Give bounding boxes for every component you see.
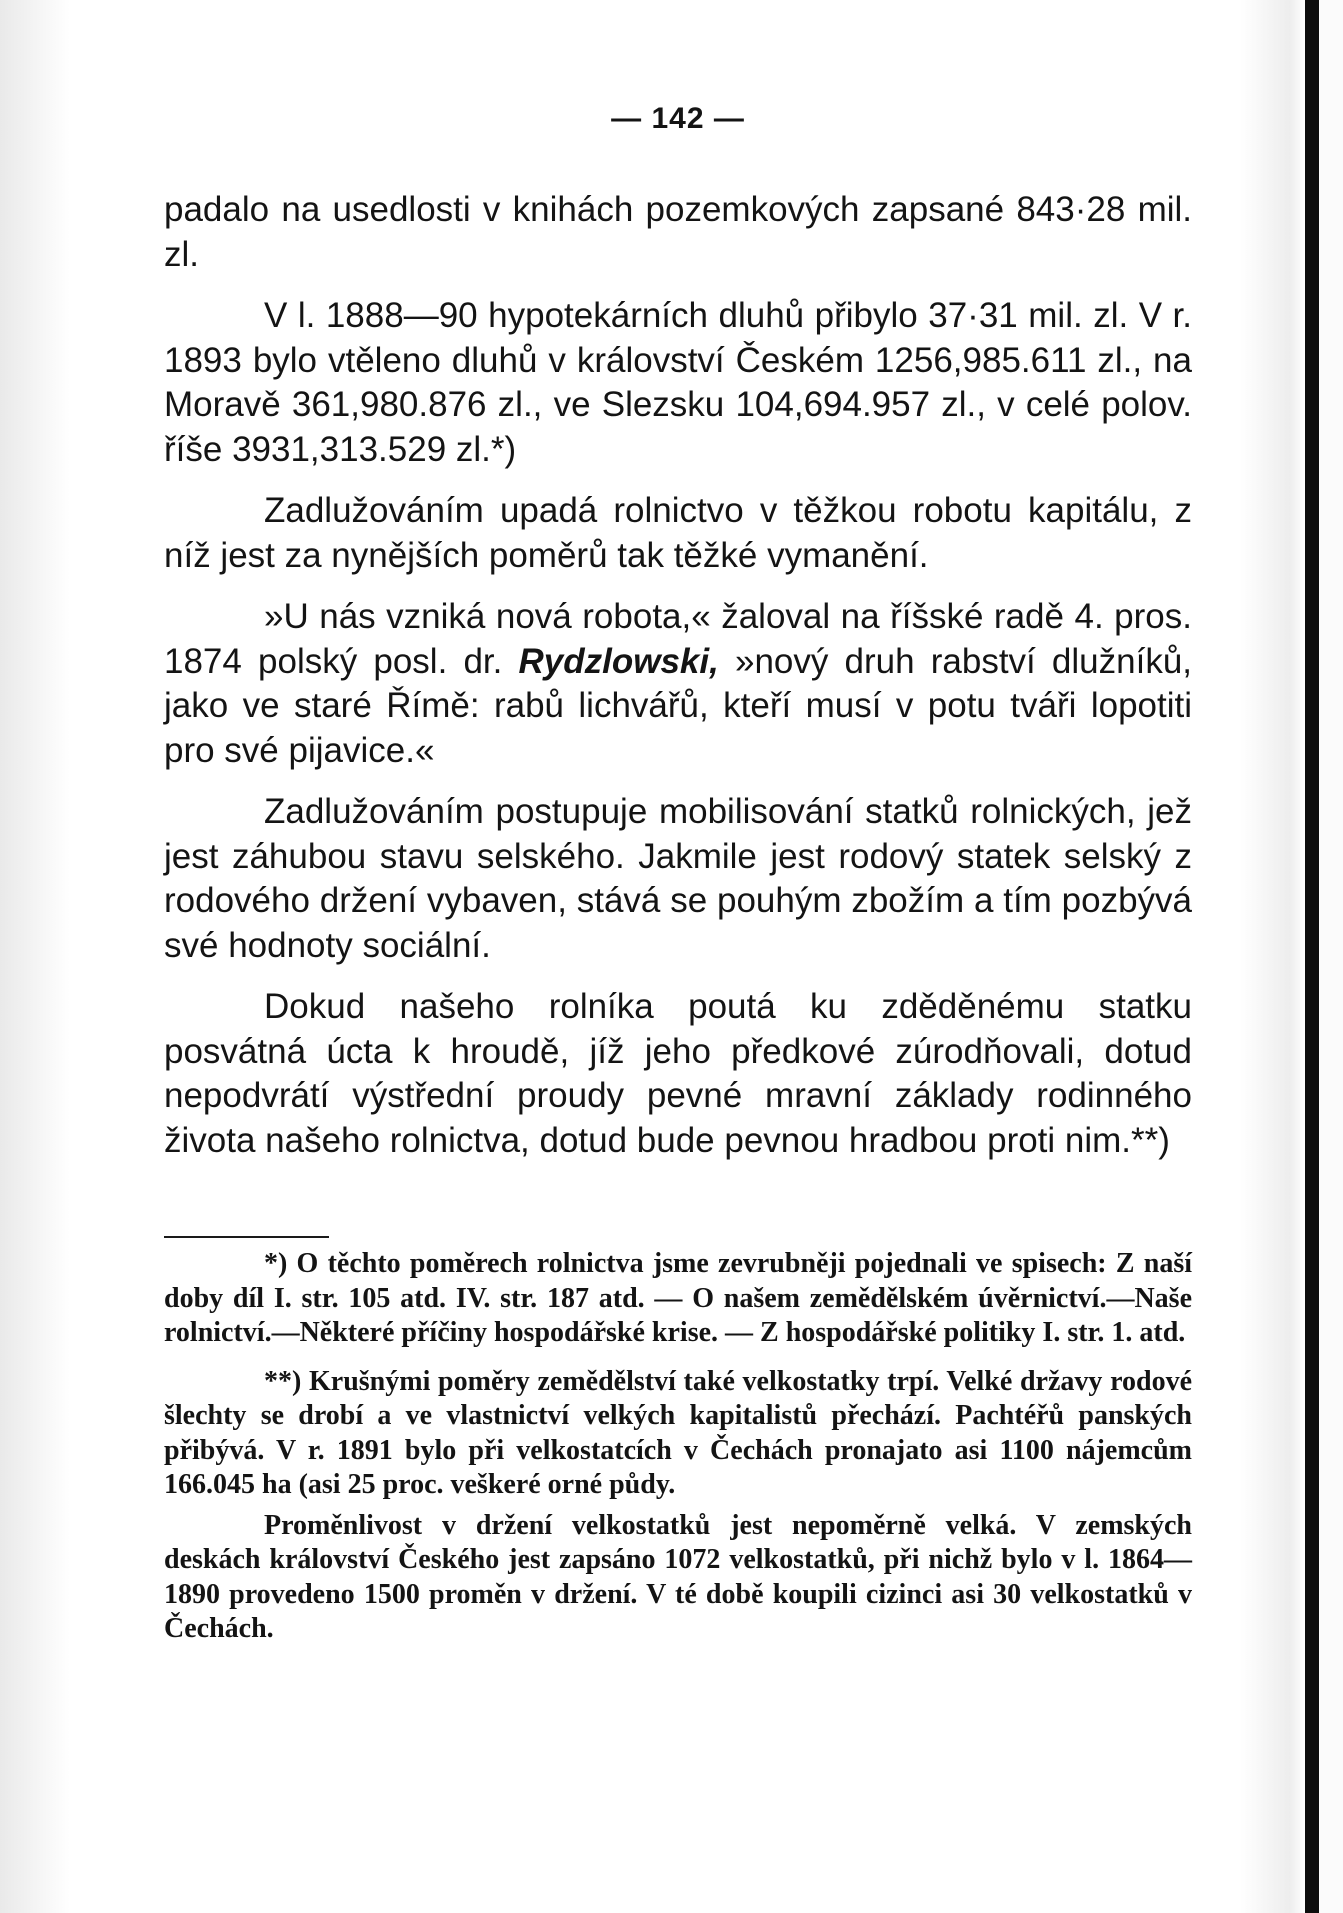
- paragraph-1: padalo na usedlosti v knihách pozemkových zapsané 843·28 mil. zl.: [164, 190, 1192, 274]
- paragraph-4-name: Rydzlowski,: [518, 641, 719, 681]
- page-number: — 142 —: [611, 102, 745, 135]
- paragraph-4-quote-end: »nový druh rabství dlužníků, jako ve staré Římě: rabů lichvářů, kteří musí v potu tváři lopotiti pro své pijavice.«: [164, 641, 1193, 770]
- main-text: [164, 188, 1192, 1180]
- paragraph-3: Zadlužováním upadá rolnictvo v těžkou robotu kapitálu, z níž jest za nynějších poměrů tak těžké vymanění.: [164, 491, 1192, 575]
- footnote-divider: [164, 1236, 329, 1238]
- footnotes: [164, 1247, 1192, 1661]
- footnote-2: **) Krušnými poměry zemědělství také velkostatky trpí. Velké državy rodové šlechty se drobí a ve vlastnictví velkých kapitalistů přechází. Pachtéřů panských přibývá. V r. 1891 bylo při velkostatcích v Čechách pronajato asi 1100 nájemcům 166.045 ha (asi 25 proc. veškeré orné půdy.: [164, 1365, 1192, 1500]
- paragraph-4: [164, 595, 1192, 773]
- paragraph-6: Dokud našeho rolníka poutá ku zděděnému statku posvátná úcta k hroudě, jíž jeho předkové zúrodňovali, dotud nepodvrátí výstřední proudy pevné mravní základy rodinného života našeho rolnictva, dotud bude pevnou hradbou proti nim.**): [164, 987, 1192, 1160]
- page-edge-shadow: [1305, 0, 1319, 1913]
- footnote-1: *) O těchto poměrech rolnictva jsme zevrubněji pojednali ve spisech: Z naší doby díl I. str. 105 atd. IV. str. 187 atd. — O našem zemědělském úvěrnictví.—Naše rolnictví.—Některé příčiny hospodářské krise. — Z hospodářské politiky I. str. 1. atd.: [164, 1248, 1192, 1348]
- page-margin-right: [1319, 0, 1343, 1913]
- paragraph-4-quote-start: »U nás vzniká nová robota,« žaloval na říšské radě 4. pros. 1874 polský posl. dr.: [164, 597, 1192, 681]
- paragraph-5: Zadlužováním postupuje mobilisování statků rolnických, jež jest záhubou stavu selského. Jakmile jest rodový statek selský z rodového držení vybaven, stává se pouhým zbožím a tím pozbývá své hodnoty sociální.: [164, 792, 1192, 965]
- footnote-3: Proměnlivost v držení velkostatků jest nepoměrně velká. V zemských deskách království Českého jest zapsáno 1072 velkostatků, při nichž bylo v l. 1864—1890 provedeno 1500 proměn v držení. V té době koupili cizinci asi 30 velkostatků v Čechách.: [164, 1509, 1192, 1644]
- paragraph-2: V l. 1888—90 hypotekárních dluhů přibylo 37·31 mil. zl. V r. 1893 bylo vtěleno dluhů v království Českém 1256,985.611 zl., na Moravě 361,980.876 zl., ve Slezsku 104,694.957 zl., v celé polov. říše 3931,313.529 zl.*): [164, 296, 1192, 469]
